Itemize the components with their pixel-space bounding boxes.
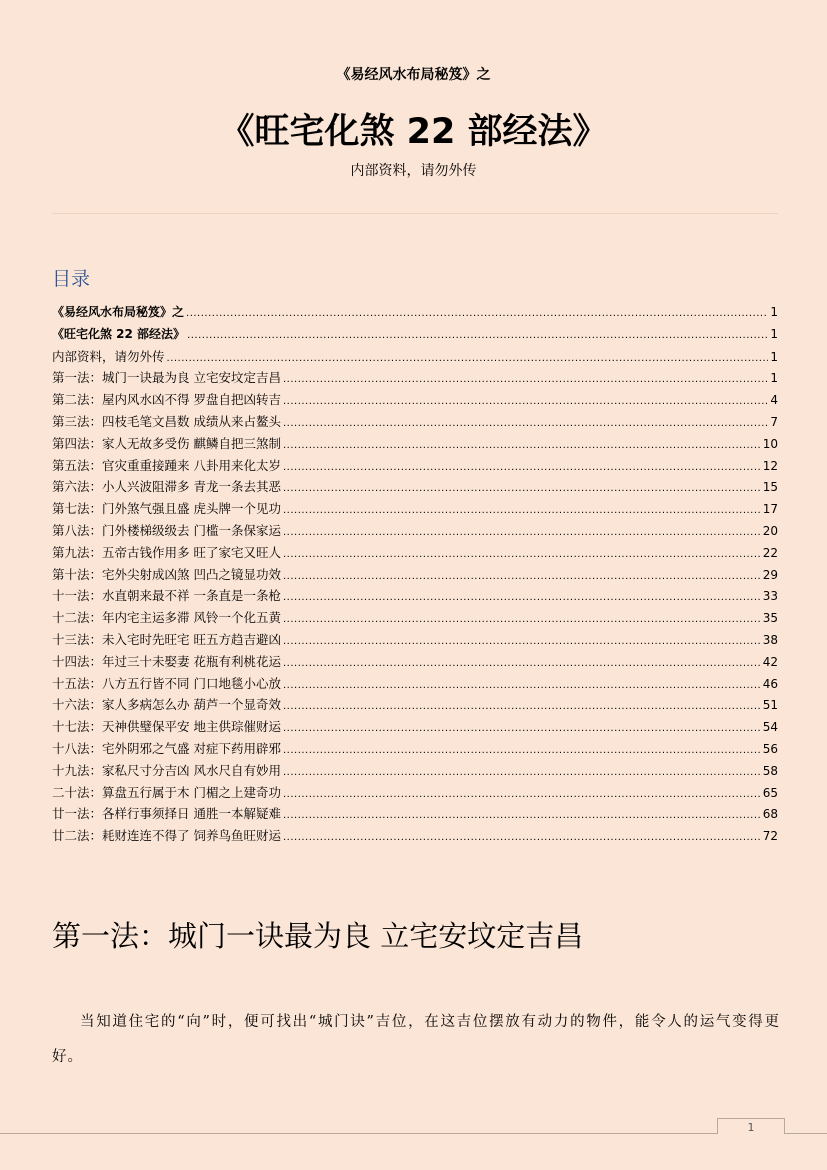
toc-entry-page: 42 xyxy=(762,654,778,669)
toc-entry-page: 15 xyxy=(762,480,778,495)
toc-entry-page: 1 xyxy=(770,371,778,386)
toc-entry-page: 17 xyxy=(762,502,778,517)
toc-entry[interactable] xyxy=(52,520,778,542)
toc-entry-page: 12 xyxy=(762,458,778,473)
toc-entry[interactable] xyxy=(52,542,778,564)
toc-entry-title: 十四法：年过三十未娶妻 花瓶有利桃花运 xyxy=(52,653,281,669)
toc-dot-leader xyxy=(283,609,761,629)
toc-entry-page: 1 xyxy=(770,305,778,319)
toc-entry-title: 廿一法：各样行事须择日 通胜一本解疑难 xyxy=(52,806,281,822)
toc-entry[interactable] xyxy=(52,498,778,520)
toc-entry-title: 第十法：宅外尖射成凶煞 凹凸之镜显功效 xyxy=(52,566,281,582)
toc-entry-page: 4 xyxy=(770,393,778,408)
toc-entry-title: 十八法：宅外阴邪之气盛 对症下药用辟邪 xyxy=(52,740,281,756)
body-paragraph: 当知道住宅的“向”时，便可找出“城门诀”吉位，在这吉位摆放有动力的物件，能令人的运气变得更好。 xyxy=(52,1013,780,1065)
toc-entry-title: 《易经风水布局秘笈》之 xyxy=(52,305,185,319)
toc-entry[interactable] xyxy=(52,455,778,477)
toc-entry[interactable] xyxy=(52,738,778,760)
toc-dot-leader xyxy=(283,478,761,498)
toc-entry-title: 十二法：年内宅主运多滞 风铃一个化五黄 xyxy=(52,610,281,626)
toc-entry-page: 46 xyxy=(762,676,778,691)
toc-entry[interactable] xyxy=(52,564,778,586)
toc-entry-page: 72 xyxy=(762,829,778,844)
toc-entry-page: 33 xyxy=(762,589,778,604)
toc-entry[interactable] xyxy=(52,825,778,847)
toc-entry[interactable] xyxy=(52,782,778,804)
toc-entry-title: 十七法：天神供璧保平安 地主供琮催财运 xyxy=(52,719,281,735)
toc-dot-leader xyxy=(283,566,761,586)
toc-dot-leader xyxy=(283,784,761,804)
toc-entry-title: 第八法：门外楼梯级级去 门槛一条保家运 xyxy=(52,522,281,538)
toc-entry-page: 56 xyxy=(762,741,778,756)
toc-entry-page: 51 xyxy=(762,698,778,713)
toc-dot-leader xyxy=(283,653,761,673)
toc-entry-title: 第三法：四枝毛笔文昌数 成绩从来占鳌头 xyxy=(52,413,281,429)
table-of-contents xyxy=(52,302,778,847)
series-title: 《易经风水布局秘笈》之 xyxy=(336,67,491,83)
toc-entry[interactable] xyxy=(52,716,778,738)
toc-entry-page: 54 xyxy=(762,720,778,735)
main-title: 《旺宅化煞 22 部经法》 xyxy=(219,112,608,152)
toc-entry[interactable] xyxy=(52,324,778,346)
toc-entry[interactable] xyxy=(52,367,778,389)
footer-rule xyxy=(0,1133,827,1134)
toc-dot-leader xyxy=(283,457,761,477)
toc-dot-leader xyxy=(283,413,768,433)
toc-entry-title: 二十法：算盘五行属于木 门楣之上建奇功 xyxy=(52,784,281,800)
toc-dot-leader xyxy=(283,391,768,411)
toc-entry-title: 第九法：五帝古钱作用多 旺了家宅又旺人 xyxy=(52,544,281,560)
toc-dot-leader xyxy=(283,805,761,825)
toc-entry[interactable] xyxy=(52,433,778,455)
toc-entry[interactable] xyxy=(52,629,778,651)
toc-dot-leader xyxy=(283,827,761,847)
toc-dot-leader xyxy=(283,522,761,542)
toc-entry-page: 35 xyxy=(762,611,778,626)
toc-entry[interactable] xyxy=(52,651,778,673)
toc-entry-title: 十三法：未入宅时先旺宅 旺五方趋吉避凶 xyxy=(52,631,281,647)
toc-entry[interactable] xyxy=(52,673,778,695)
toc-entry-page: 29 xyxy=(762,567,778,582)
toc-dot-leader xyxy=(283,762,761,782)
subtitle: 内部资料，请勿外传 xyxy=(350,163,477,179)
toc-dot-leader xyxy=(283,500,761,520)
toc-entry-page: 1 xyxy=(770,349,778,364)
toc-entry-title: 第四法：家人无故多受伤 麒鳞自把三煞制 xyxy=(52,435,281,451)
toc-entry-title: 十一法：水直朝来最不祥 一条直是一条枪 xyxy=(52,588,281,604)
section-heading: 第一法：城门一诀最为良 立宅安坟定吉昌 xyxy=(52,919,584,953)
toc-entry[interactable] xyxy=(52,803,778,825)
toc-dot-leader xyxy=(283,587,761,607)
toc-entry-title: 廿二法：耗财连连不得了 饲养鸟鱼旺财运 xyxy=(52,828,281,844)
toc-entry-title: 第一法：城门一诀最为良 立宅安坟定吉昌 xyxy=(52,370,281,386)
toc-dot-leader xyxy=(283,718,761,738)
toc-entry[interactable] xyxy=(52,607,778,629)
toc-dot-leader xyxy=(283,369,768,389)
toc-entry[interactable] xyxy=(52,585,778,607)
toc-dot-leader xyxy=(283,544,761,564)
title-divider xyxy=(52,213,778,214)
toc-entry-page: 7 xyxy=(770,414,778,429)
toc-entry-title: 第二法：屋内风水凶不得 罗盘自把凶转吉 xyxy=(52,392,281,408)
toc-dot-leader xyxy=(283,696,761,716)
toc-dot-leader xyxy=(167,348,769,368)
toc-entry[interactable] xyxy=(52,389,778,411)
toc-entry-page: 22 xyxy=(762,545,778,560)
toc-entry[interactable] xyxy=(52,476,778,498)
toc-entry-title: 第六法：小人兴波阻滞多 青龙一条去其恶 xyxy=(52,479,281,495)
toc-entry-title: 十六法：家人多病怎么办 葫芦一个显奇效 xyxy=(52,697,281,713)
toc-entry-title: 第七法：门外煞气强且盛 虎头牌一个见功 xyxy=(52,501,281,517)
page-number: 1 xyxy=(717,1118,785,1134)
toc-dot-leader xyxy=(283,435,761,455)
toc-entry-title: 内部资料，请勿外传 xyxy=(52,348,165,364)
toc-entry-title: 十九法：家私尺寸分吉凶 风水尺自有妙用 xyxy=(52,762,281,778)
toc-entry[interactable] xyxy=(52,346,778,368)
toc-entry-page: 65 xyxy=(762,785,778,800)
toc-entry-page: 10 xyxy=(762,436,778,451)
toc-dot-leader xyxy=(283,740,761,760)
toc-entry-title: 《旺宅化煞 22 部经法》 xyxy=(52,326,186,341)
toc-entry-page: 20 xyxy=(762,523,778,538)
toc-entry-page: 38 xyxy=(762,632,778,647)
toc-entry[interactable] xyxy=(52,302,778,324)
toc-entry[interactable] xyxy=(52,694,778,716)
toc-entry-page: 1 xyxy=(770,326,778,341)
toc-dot-leader xyxy=(283,675,761,695)
toc-entry-page: 58 xyxy=(762,763,778,778)
toc-dot-leader xyxy=(186,303,768,324)
toc-entry[interactable] xyxy=(52,411,778,433)
toc-entry-title: 十五法：八方五行皆不同 门口地毯小心放 xyxy=(52,675,281,691)
toc-entry-title: 第五法：官灾重重接踵来 八卦用来化太岁 xyxy=(52,457,281,473)
toc-heading: 目录 xyxy=(52,268,91,290)
toc-dot-leader xyxy=(283,631,761,651)
toc-dot-leader xyxy=(187,325,768,346)
toc-entry[interactable] xyxy=(52,760,778,782)
toc-entry-page: 68 xyxy=(762,807,778,822)
